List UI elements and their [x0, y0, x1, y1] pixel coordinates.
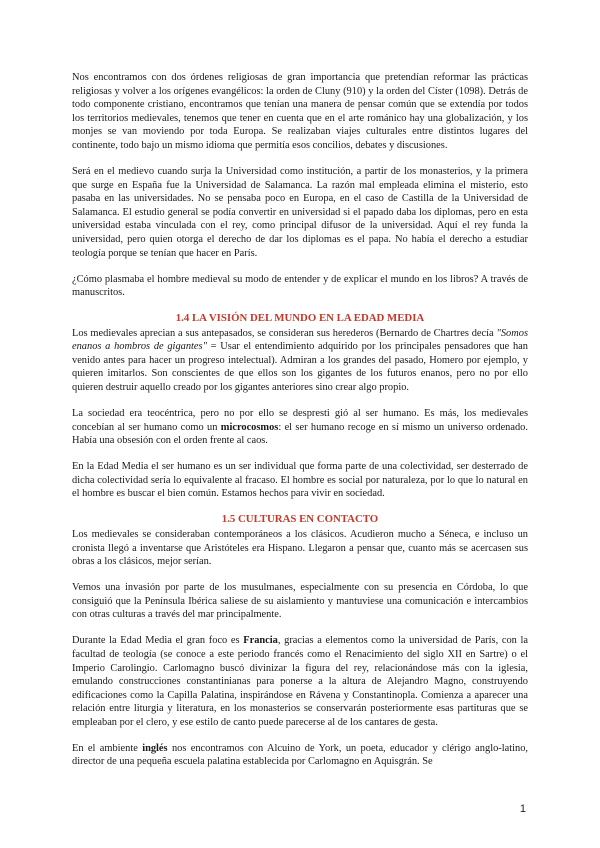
paragraph-religious-orders: Nos encontramos con dos órdenes religiosas de gran importancia que pretendían reformar las prácticas religiosas y volver a los orígenes evangélicos: la orden de Cluny (910) y la orden del Císter (1098). Detrás de todo componente cristiano, encontramos que tenían una manera de pensar común que se extendía por todos los territorios medievales, tenemos que tener en cuenta que en el arte románico hay una globalización, y los monjes se van moviendo por toda Europa. Se realizaban viajes culturales entre distintos lugares del continente, todo bajo un mismo idioma que permitía esos concilios, debates y discusiones.: [72, 72, 528, 151]
section-heading-vision: 1.4 LA VISIÓN DEL MUNDO EN LA EDAD MEDIA: [175, 312, 425, 325]
text-fragment: nos encontramos con Alcuino de York, un poeta, educador y clérigo anglo-latino, director de una pequeña escuela palatina establecida por Carlomagno en Aquisgrán. Se: [72, 742, 528, 768]
term-ingles: inglés: [142, 742, 168, 754]
paragraph-france: [72, 634, 528, 729]
text-fragment: En el ambiente: [72, 742, 143, 754]
text-fragment: : el ser humano recoge en sí mismo un universo ordenado. Había una obsesión con el orden frente al caos.: [72, 421, 528, 447]
section-heading-cultures: 1.5 CULTURAS EN CONTACTO: [221, 513, 379, 526]
paragraph-theocentric: [72, 407, 528, 448]
page-number: 1: [519, 803, 526, 815]
paragraph-university: Será en el medievo cuando surja la Universidad como institución, a partir de los monasterios, y la primera que surge en España fue la Universidad de Salamanca. La razón mal empleada elimina el misterio, esto pasaba en las universidades. No se pensaba poco en Europa, en el caso de Castilla de la Universidad de Salamanca. El estudio general se podía convertir en universidad si el papado daba los diplomas, pero en esta universidad estaba vinculada con el rey, como principal difusor de la universidad. Aquí el rey funda la universidad, pero quien otorga el derecho de dar los diplomas es el papa. No había el derecho a estudiar teología porque se tenían que hacer en París.: [72, 165, 528, 259]
text-fragment: Durante la Edad Media el gran foco es: [72, 635, 244, 647]
paragraph-classics: Los medievales se consideraban contemporáneos a los clásicos. Acudieron mucho a Séneca, e incluso un cronista llegó a inventarse que Aristóteles era Hispano. Llegaron a pensar que, cuanto más se acercasen sus obras a los clásicos, mejor serían.: [72, 528, 528, 568]
term-francia: Francia: [243, 635, 278, 647]
paragraph-collectivity: En la Edad Media el ser humano es un ser individual que forma parte de una colectividad, ser desterrado de dicha colectividad sería lo equivalente al fracaso. El hombre es social por naturaleza, por lo que lo natural en el hombre es buscar el bien común. Estamos hechos para vivir en sociedad.: [72, 461, 528, 500]
paragraph-english: [72, 742, 528, 769]
paragraph-muslim-invasion: Vemos una invasión por parte de los musulmanes, especialmente con su presencia en Córdoba, lo que consiguió que la Península Ibérica saliese de su aislamiento y mantuviese una comunicación e intercambios con otras culturas a través del mar principalmente.: [72, 582, 528, 621]
document-body: [72, 71, 528, 781]
text-fragment: , gracias a elementos como la universidad de París, con la facultad de teología (se conoce a este periodo francés como el Renacimiento del siglo XII en Sartre) o el Imperio Carolingio. Carlomagno buscó divinizar la figura del rey, relacionándose más con la iglesia, emulando construcciones constantinianas para ponerse a la altura de Alejandro Magno, construyendo edificaciones como la Capilla Palatina, inspirándose en Rávena y Constantinopla. Comienza a aparecer una relación entre liturgia y literatura, en los monasterios se conservarán posteriormente esas partituras que se empleaban por el clero, y ese estilo de canto puede parecerse al de los cantares de gesta.: [72, 635, 528, 728]
paragraph-ancestors: [72, 327, 528, 395]
term-microcosmos: microcosmos: [220, 421, 279, 433]
paragraph-manuscripts-question: ¿Cómo plasmaba el hombre medieval su modo de entender y de explicar el mundo en los libros? A través de manuscritos.: [72, 273, 528, 299]
text-fragment: = Usar el entendimiento adquirido por los principales pensadores que han venido antes para hacer un progreso intelectual). Admiran a los grandes del pasado, Homero por ejemplo, y quieren imitarlos. Son conscientes de que ellos son los gigantes de los futuros enanos, pero no por ello quieren destruir aquello creado por los gigantes anteriores sino crear algo propio.: [72, 341, 528, 394]
quote-giants: "Somos enanos a hombros de gigantes": [72, 327, 528, 353]
text-fragment: La sociedad era teocéntrica, pero no por ello se despresti gió al ser humano. Es más, los medievales concebían al ser humano como un: [72, 408, 528, 433]
text-fragment: Los medievales aprecian a sus antepasados, se consideran sus herederos (Bernardo de Chartres decía: [72, 327, 497, 339]
